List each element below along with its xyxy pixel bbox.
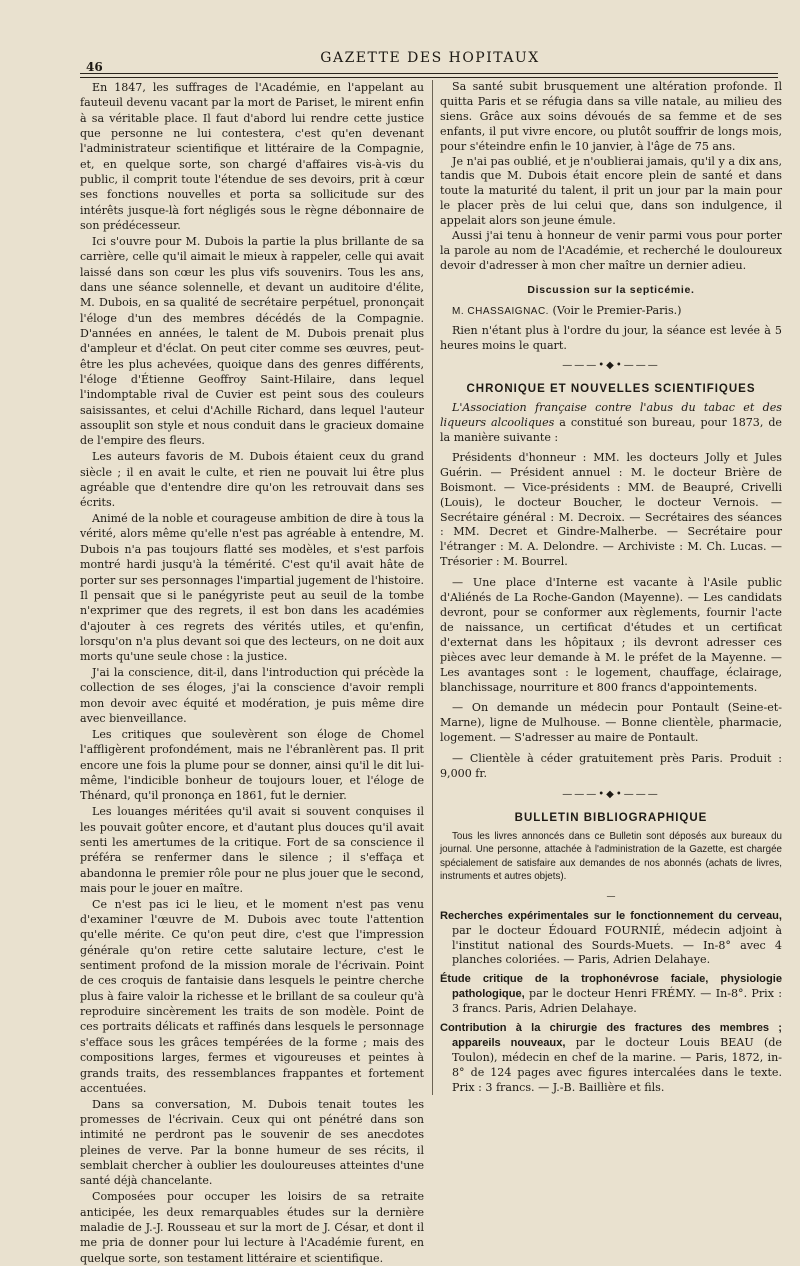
page-number: 46 <box>86 60 103 74</box>
paragraph: Je n'ai pas oublié, et je n'oublierai jamais, qu'il y a dix ans, tandis que M. Dubois était encore plein de santé et dans toute la maturité du talent, il prit un jour par la main pour le placer près de lui celui que, dans son indulgence, il appelait alors son jeune émule. <box>440 154 782 228</box>
section-ornament: ———•◆•——— <box>562 360 660 372</box>
speaker-note: (Voir le Premier-Paris.) <box>552 303 682 317</box>
bulletin-heading: BULLETIN BIBLIOGRAPHIQUE <box>514 811 708 824</box>
paragraph: Animé de la noble et courageuse ambition de dire à tous la vérité, alors même qu'elle n'est pas agréable à entendre, M. Dubois n'a pas toujours flatté ses modèles, et s'est parfois montré hardi jusqu'à la témérité. C'est qu'il avait hâte de porter sur ses personnages l'impartial jugement de l'histoire. Il pensait que si le panégyriste peut au seuil de la tombe n'exprimer que des regrets, il est bon dans les académies d'ajouter à ces regrets des vérités utiles, et qu'enfin, lorsqu'on n'a plus devant soi que des lecteurs, on ne doit aux morts qu'une seule chose : la justice. <box>80 512 424 664</box>
association-text: a constitué son bureau, pour 1873, de la manière suivante : <box>440 416 783 445</box>
news-item: — On demande un médecin pour Pontault (Seine-et-Marne), ligne de Mulhouse. — Bonne clientèle, pharmacie, logement. — S'adresser au maire de Pontault. <box>440 701 782 745</box>
bibliography-entry <box>440 972 782 1017</box>
discussion-section <box>440 283 782 354</box>
column-divider <box>432 80 433 1095</box>
entry-details: par le docteur Louis BEAU (de Toulon), médecin en chef de la marine. — Paris, 1872, in-8° de 124 pages avec figures intercalées dans le texte. Prix : 3 francs. — J.-B. Baillière et fils. <box>452 1035 782 1094</box>
left-column <box>80 80 424 1265</box>
journal-title: GAZETTE DES HOPITAUX <box>320 50 540 66</box>
discussion-closing: Rien n'étant plus à l'ordre du jour, la séance est levée à 5 heures moins le quart. <box>440 323 782 352</box>
paragraph: Composées pour occuper les loisirs de sa retraite anticipée, les deux remarquables études sur la dernière maladie de J.-J. Rousseau et sur la mort de J. César, et dont il me pria de donner pour lui lecture à l'Académie furent, en quelque sorte, son testament littéraire et scientifique. <box>80 1190 424 1265</box>
header-rule-bottom <box>80 77 778 78</box>
entry-title: Recherches expérimentales sur le fonctionnement du cerveau, <box>440 909 782 922</box>
news-item: — Une place d'Interne est vacante à l'Asile public d'Aliénés de La Roche-Gandon (Mayenne). — Les candidats devront, pour se conformer aux règlements, fournir l'acte de naissance, un certificat d'études et un certificat d'externat dans les hôpitaux ; ils devront adresser ces pièces avec leur demande à M. le préfet de la Mayenne. — Les avantages sont : le logement, chauffage, éclairage, blanchissage, nourriture et 800 francs d'appointements. <box>440 576 782 694</box>
bulletin-intro: Tous les livres annoncés dans ce Bulletin sont déposés aux bureaux du journal. Une personne, attachée à l'administration de la Gazette, est chargée spécialement de satisfaire aux demandes de nos abonnés (achats de livres, instruments et autres objets). <box>440 830 782 883</box>
discussion-speaker-line <box>440 304 782 320</box>
entry-title: Étude critique de la trophonévrose faciale, physiologie pathologique, <box>440 973 782 1001</box>
header-rule-top <box>80 73 778 74</box>
bibliography-entry <box>440 1021 782 1096</box>
bibliography-entry <box>440 909 782 969</box>
paragraph: Ce n'est pas ici le lieu, et le moment n'est pas venu d'examiner l'œuvre de M. Dubois avec toute l'attention qu'elle mérite. Ce qu'on peut dire, c'est que l'impression générale qu'on retire cette salutaire lecture, c'est le sentiment profond de la mission morale de l'écrivain. Point de ces croquis de fantaisie dans lesquels le peintre cherche plus à faire valoir la richesse et le brillant de sa couleur qu'à reproduire sincèrement les traits de son modèle. Point de ces portraits délicats et raffinés dans lesquels le personnage s'efface sous les grâces tempérées de la forme ; mais des compositions larges, fermes et vigoureuses et peintes à grands traits, des ressemblances frappantes et fortement accentuées. <box>80 897 424 1095</box>
entry-details: par le docteur Édouard FOURNIÉ, médecin adjoint à l'institut national des Sourds-Muets. — In-8° avec 4 planches coloriées. — Paris, Adrien Delahaye. <box>452 923 782 967</box>
discussion-heading: Discussion sur la septicémie. <box>527 283 695 296</box>
paragraph: Les louanges méritées qu'il avait si souvent conquises il les pouvait goûter encore, et d'autant plus douces qu'il avait senti les amertumes de la critique. Fort de sa conscience il préféra se renfermer dans le silence ; il s'effaça et abandonna le premier rôle pour ne plus jouer que le second, mais pour le jouer en maître. <box>80 805 424 895</box>
paragraph: J'ai la conscience, dit-il, dans l'introduction qui précède la collection de ses éloges, j'ai la conscience d'avoir rempli mon devoir avec équité et modération, je puis même dire avec bienveillance. <box>80 666 424 726</box>
paragraph: Les critiques que soulevèrent son éloge de Chomel l'affligèrent profondément, mais ne l'ébranlèrent pas. Il prit encore une fois la plume pour se donner, ainsi qu'il le dit lui-même, l'indicible bonheur de toujours louer, et l'éloge de Thénard, qu'il prononça en 1861, fut le dernier. <box>80 727 424 803</box>
association-officers: Présidents d'honneur : MM. les docteurs Jolly et Jules Guérin. — Président annuel : M. le docteur Brière de Boismont. — Vice-présidents : MM. de Beaupré, Crivelli (Louis), le docteur Boucher, le docteur Vernois. — Secrétaire général : M. Decroix. — Secrétaires des séances : MM. Decret et Gindre-Malherbe. — Secrétaire pour l'étranger : M. A. Delondre. — Archiviste : M. Ch. Lucas. — Trésorier : M. Bourrel. <box>440 450 782 569</box>
paragraph: En 1847, les suffrages de l'Académie, en l'appelant au fauteuil devenu vacant par la mort de Pariset, le mirent enfin à sa véritable place. Il faut d'abord lui rendre cette justice que personne ne lui contestera, c'est qu'en devenant l'administrateur scientifique et littéraire de la Compagnie, et, en quelque sorte, son chargé d'affaires vis-à-vis du public, il comprit toute l'étendue de ses devoirs, prit à cœur ses fonctions nouvelles et porta sa sollicitude sur des intérêts jusque-là fort négligés sous le règne débonnaire de son prédécesseur. <box>80 81 424 233</box>
chronique-section <box>440 382 782 782</box>
paragraph: Dans sa conversation, M. Dubois tenait toutes les promesses de l'écrivain. Ceux qui ont pénétré dans son intimité ne perdront pas le souvenir de ses anecdotes pleines de verve. Par la bonne humeur de ses récits, il semblait chercher à oublier les douloureuses atteintes d'une santé déjà chancelante. <box>80 1097 424 1188</box>
right-column <box>440 80 782 1100</box>
small-divider: — <box>606 891 616 902</box>
chronique-heading: CHRONIQUE ET NOUVELLES SCIENTIFIQUES <box>466 383 756 396</box>
association-paragraph <box>440 401 782 446</box>
news-item: — Clientèle à céder gratuitement près Paris. Produit : 9,000 fr. <box>440 752 782 781</box>
bulletin-section <box>440 811 782 1096</box>
section-ornament: ———•◆•——— <box>562 788 660 800</box>
association-name: L'Association française contre l'abus du tabac et des liqueurs alcooliques <box>440 401 782 430</box>
speaker-name: M. CHASSAIGNAC. <box>452 305 549 317</box>
paragraph: Aussi j'ai tenu à honneur de venir parmi vous pour porter la parole au nom de l'Académie, et recherché le douloureux devoir d'adresser à mon cher maître un dernier adieu. <box>440 229 782 272</box>
paragraph: Ici s'ouvre pour M. Dubois la partie la plus brillante de sa carrière, celle qu'il aimait le mieux à rappeler, celle qui avait laissé dans son cœur les plus vifs souvenirs. Tous les ans, dans une séance solennelle, et devant un auditoire d'élite, M. Dubois, en sa qualité de secrétaire perpétuel, prononçait l'éloge d'un des membres décédés de la Compagnie. D'années en années, le talent de M. Dubois prenait plus d'ampleur et d'éclat. On peut citer comme ses œuvres, peut-être les plus achevées, quoique dans des genres différents, l'éloge d'Étienne Geoffroy Saint-Hilaire, dans lequel l'indomptable rival de Cuvier est peint sous des couleurs saisissantes, et celui d'Achille Richard, dans lequel l'auteur assouplit son style et nous conduit dans le gracieux domaine de l'empire des fleurs. <box>80 234 424 448</box>
paragraph: Sa santé subit brusquement une altération profonde. Il quitta Paris et se réfugia dans sa ville natale, au milieu des siens. Grâce aux soins dévoués de sa femme et de ses enfants, il put vivre encore, ou plutôt souffrir de longs mois, pour s'éteindre enfin le 10 janvier, à l'âge de 75 ans. <box>440 80 782 153</box>
entry-details: par le docteur Henri FRÉMY. — In-8°. Prix : 3 francs. Paris, Adrien Delahaye. <box>452 987 783 1016</box>
entry-title: Contribution à la chirurgie des fractures des membres ; appareils nouveaux, <box>440 1022 782 1049</box>
paragraph: Les auteurs favoris de M. Dubois étaient ceux du grand siècle ; il en avait le culte, et rien ne pouvait lui être plus agréable que d'entendre dire qu'on les retrouvait dans ses écrits. <box>80 450 424 510</box>
